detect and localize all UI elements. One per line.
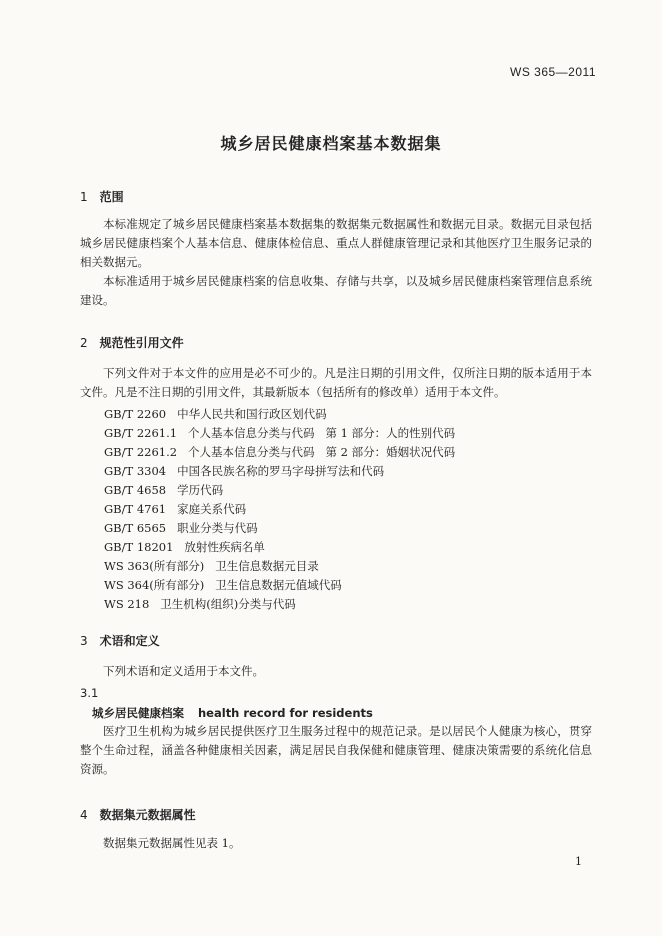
section-number: 3	[80, 634, 88, 648]
terms-intro: 下列术语和定义适用于本文件。	[103, 664, 264, 678]
metadata-paragraph: 数据集元数据属性见表 1。	[103, 836, 241, 850]
scope-paragraph-2: 本标准适用于城乡居民健康档案的信息收集、存储与共享，以及城乡居民健康档案管理信息系统建设。	[80, 274, 592, 307]
section-2-heading	[80, 334, 184, 351]
section-number: 4	[80, 808, 88, 822]
section-title: 术语和定义	[99, 634, 160, 648]
term-name-en: health record for residents	[198, 706, 373, 720]
reference-item: GB/T 6565 职业分类与代码	[104, 521, 258, 535]
section-number: 1	[80, 190, 88, 204]
section-title: 范围	[99, 190, 124, 204]
reference-item: GB/T 18201 放射性疾病名单	[104, 540, 265, 554]
section-3-heading	[80, 632, 160, 649]
standard-code: WS 365—2011	[510, 65, 596, 79]
reference-item: GB/T 4761 家庭关系代码	[104, 502, 247, 516]
section-number: 2	[80, 336, 88, 350]
reference-item: GB/T 2260 中华人民共和国行政区划代码	[104, 407, 327, 421]
reference-item: WS 363(所有部分) 卫生信息数据元目录	[104, 559, 319, 573]
reference-item: WS 218 卫生机构(组织)分类与代码	[104, 597, 296, 611]
section-1-heading	[80, 188, 124, 205]
normative-references-intro: 下列文件对于本文件的应用是必不可少的。凡是注日期的引用文件，仅所注日期的版本适用于本文件。凡是不注日期的引用文件，其最新版本（包括所有的修改单）适用于本文件。	[80, 366, 592, 399]
section-title: 规范性引用文件	[99, 336, 184, 350]
reference-item: GB/T 2261.1 个人基本信息分类与代码 第 1 部分：人的性别代码	[104, 426, 456, 440]
reference-item: WS 364(所有部分) 卫生信息数据元值域代码	[104, 578, 342, 592]
page-title: 城乡居民健康档案基本数据集	[220, 134, 442, 153]
section-4-heading	[80, 806, 196, 823]
term-definition: 医疗卫生机构为城乡居民提供医疗卫生服务过程中的规范记录。是以居民个人健康为核心，贯穿整个生命过程，涵盖各种健康相关因素，满足居民自我保健和健康管理、健康决策需要的系统化信息资源。	[80, 724, 592, 776]
reference-item: GB/T 3304 中国各民族名称的罗马字母拼写法和代码	[104, 464, 385, 478]
reference-item: GB/T 2261.2 个人基本信息分类与代码 第 2 部分：婚姻状况代码	[104, 445, 456, 459]
scope-paragraph-1: 本标准规定了城乡居民健康档案基本数据集的数据集元数据属性和数据元目录。数据元目录包括城乡居民健康档案个人基本信息、健康体检信息、重点人群健康管理记录和其他医疗卫生服务记录的相关数据元。	[80, 217, 592, 269]
term-number: 3.1	[80, 686, 99, 700]
section-title: 数据集元数据属性	[99, 808, 196, 822]
term-name-zh: 城乡居民健康档案	[92, 706, 184, 720]
page-number: 1	[575, 855, 582, 868]
term-name	[92, 705, 373, 721]
reference-item: GB/T 4658 学历代码	[104, 483, 224, 497]
